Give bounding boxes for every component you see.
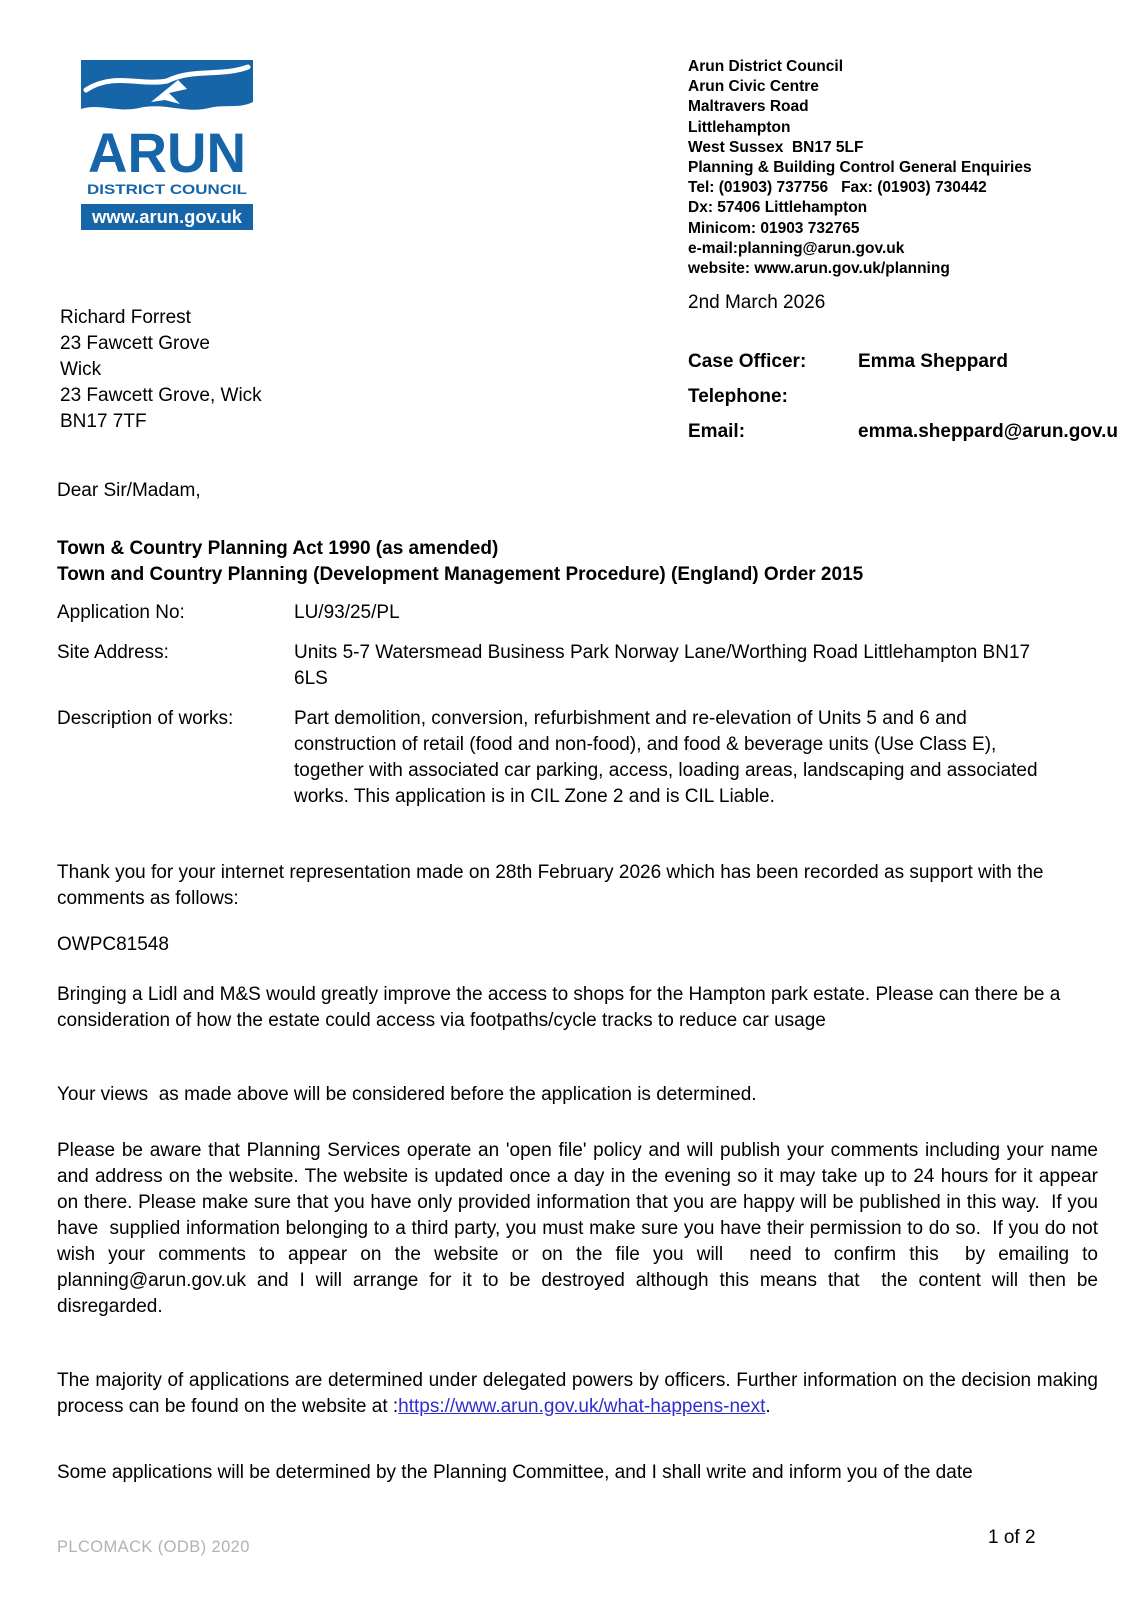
council-address-line: Littlehampton [688, 118, 791, 136]
council-address-line: Tel: (01903) 737756 Fax: (01903) 730442 [688, 179, 987, 197]
site-address-value: Units 5-7 Watersmead Business Park Norway Lane/Worthing Road Littlehampton BN17 6LS [294, 642, 1036, 689]
arun-logo-graphic [81, 60, 253, 230]
council-address-line: e-mail:planning@arun.gov.uk [688, 239, 905, 257]
council-address-line: Maltravers Road [688, 98, 809, 116]
logo-title: ARUN [88, 121, 246, 184]
recipient-line: BN17 7TF [60, 411, 147, 432]
description-row [57, 706, 1098, 810]
paragraph-delegated-text: The majority of applications are determined under delegated powers by officers. Further information on the decision making process can be found on the website at : [57, 1370, 1104, 1417]
case-officer-block [688, 351, 1118, 456]
paragraph-views: Your views as made above will be considered before the application is determined. [57, 1084, 757, 1105]
recipient-line: Wick [60, 359, 102, 380]
logo-subtitle: DISTRICT COUNCIL [87, 181, 248, 197]
subject-heading [57, 536, 1098, 588]
letter-date: 2nd March 2026 [688, 292, 826, 313]
council-address-line: Minicom: 01903 732765 [688, 219, 860, 237]
council-address [688, 57, 1032, 279]
recipient-line: 23 Fawcett Grove, Wick [60, 385, 262, 406]
application-no-label: Application No: [57, 602, 185, 623]
telephone-label: Telephone: [688, 386, 788, 407]
telephone-row [688, 386, 1118, 408]
logo-website: www.arun.gov.uk [90, 207, 244, 227]
application-details [57, 600, 1098, 810]
council-address-line: Arun Civic Centre [688, 78, 819, 96]
paragraph-acknowledgement: Thank you for your internet representation made on 28th February 2026 which has been recorded as support with the comments as follows: [57, 862, 1049, 909]
paragraph-open-file-policy: Please be aware that Planning Services operate an 'open file' policy and will publish your comments including your name and address on the website. The website is updated once a day in the evening so it may take up to 24 hours for it appear on there. Please make sure that you have only provided information that you are happy will be published in this way. If you have supplied information belonging to a third party, you must make sure you have their permission to do so. If you do not wish your comments to appear on the website or on the file you will need to confirm this by emailing to planning@arun.gov.uk and I will arrange for it to be destroyed although this means that the content will then be disregarded. [57, 1140, 1104, 1317]
comment-text: Bringing a Lidl and M&S would greatly improve the access to shops for the Hampton park estate. Please can there be a consideration of how the estate could access via footpaths/cycle tracks to reduce car usage [57, 984, 1066, 1031]
email-row [688, 421, 1118, 443]
subject-heading-line1: Town & Country Planning Act 1990 (as amended) [57, 538, 499, 559]
arun-logo [81, 60, 253, 230]
site-address-label: Site Address: [57, 642, 169, 663]
application-no-value: LU/93/25/PL [294, 602, 400, 623]
salutation: Dear Sir/Madam, [57, 480, 201, 501]
comment-reference: OWPC81548 [57, 934, 169, 955]
application-no-row [57, 600, 1098, 626]
email-label: Email: [688, 421, 746, 442]
council-address-line: Planning & Building Control General Enquiries [688, 159, 1032, 177]
footer-page-number: 1 of 2 [988, 1527, 1036, 1548]
recipient-line: Richard Forrest [60, 307, 191, 328]
paragraph-planning-committee: Some applications will be determined by the Planning Committee, and I shall write and inform you of the date [57, 1462, 973, 1483]
subject-heading-line2: Town and Country Planning (Development Management Procedure) (England) Order 2015 [57, 564, 864, 585]
recipient-address [60, 305, 262, 435]
council-address-line: website: www.arun.gov.uk/planning [688, 260, 950, 278]
recipient-line: 23 Fawcett Grove [60, 333, 210, 354]
council-address-line: Arun District Council [688, 58, 844, 75]
what-happens-next-link[interactable]: https://www.arun.gov.uk/what-happens-next [398, 1396, 766, 1417]
paragraph-delegated-powers [57, 1368, 1104, 1420]
council-address-line: Dx: 57406 Littlehampton [688, 199, 868, 217]
paragraph-delegated-period: . [765, 1396, 771, 1417]
footer-doc-code: PLCOMACK (ODB) 2020 [57, 1538, 250, 1556]
case-officer-row [688, 351, 1118, 373]
case-officer-value: Emma Sheppard [858, 351, 1008, 372]
case-officer-label: Case Officer: [688, 351, 807, 372]
description-value: Part demolition, conversion, refurbishment and re-elevation of Units 5 and 6 and construction of retail (food and non-food), and food & beverage units (Use Class E), together with associated car parking, access, loading areas, landscaping and associated works. This application is in CIL Zone 2 and is CIL Liable. [294, 708, 1043, 807]
council-address-line: West Sussex BN17 5LF [688, 138, 864, 156]
site-address-row [57, 640, 1098, 692]
letter-body [57, 478, 1104, 1486]
description-label: Description of works: [57, 708, 234, 729]
email-value: emma.sheppard@arun.gov.u [858, 421, 1118, 442]
